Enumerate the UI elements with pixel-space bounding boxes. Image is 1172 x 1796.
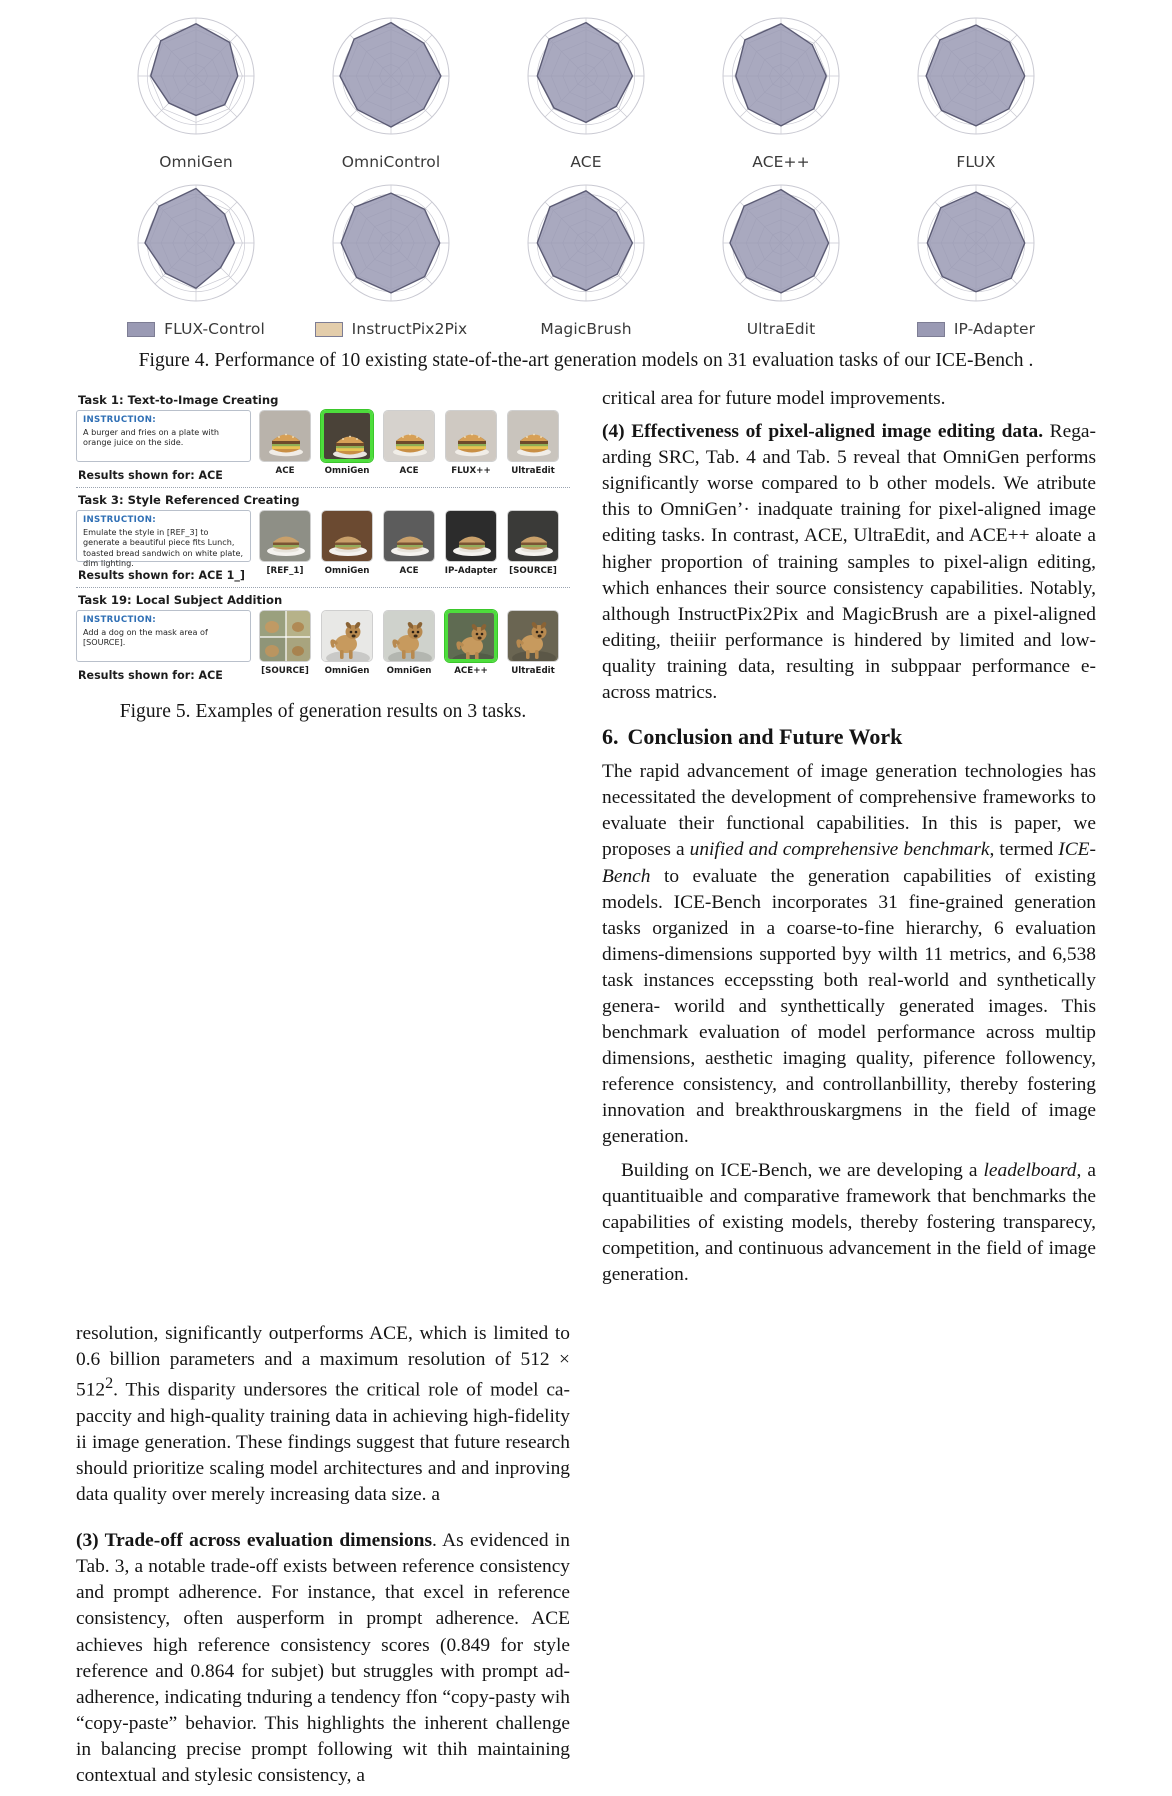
radar-plot-area — [511, 171, 661, 319]
task-body — [76, 410, 570, 482]
thumbnail-label: FLUX++ — [451, 466, 491, 476]
results-shown-for: Results shown for: ACE — [78, 669, 223, 682]
instruction-label: INSTRUCTION: — [83, 415, 156, 425]
thumbnail-label: OmniGen — [386, 666, 432, 676]
legend-swatch-purple — [917, 322, 945, 337]
radar-chart-omnicontrol — [294, 4, 489, 171]
instruction-box — [76, 510, 251, 569]
radar-plot-area — [511, 4, 661, 152]
radar-plot-area — [706, 4, 856, 152]
para-resolution-b: . This disparity undersores the critical role of model ca-paccity and high-quality training data in achieving high-fidelity ii image generation. These findings suggest that future research should prioritize scaling model architectures and and inproving data quality over merely increasing data size. a — [76, 1379, 570, 1506]
radar-chart-ultraedit — [684, 171, 879, 338]
thumbnail-label: UltraEdit — [511, 666, 555, 676]
concl-b2: , a quantituaible and comparative framework that benchmarks the capabilities of existing models, thereby fostering transparecy, competition, and continuous advancement in the field of image generation. — [602, 1159, 1096, 1285]
radar-chart-instructpix2pix — [294, 171, 489, 338]
thumbnail-cell[interactable] — [505, 610, 561, 676]
task-body — [76, 610, 570, 682]
thumbnail-label: UltraEdit — [511, 466, 555, 476]
radar-chart-flux — [879, 4, 1074, 171]
thumbnail-cell[interactable] — [443, 410, 499, 476]
radar-legend-ace: ACE — [570, 153, 602, 171]
instruction-text: A burger and fries on a plate with orange juice on the side. — [83, 427, 220, 448]
task-instruction-column — [76, 510, 251, 582]
thumbnail-label: [SOURCE] — [509, 566, 557, 576]
radar-plot-area — [121, 171, 271, 319]
heading-number: 6. — [602, 724, 619, 750]
heading-conclusion — [602, 724, 1096, 750]
thumbnail-label: ACE — [399, 566, 419, 576]
thumbnail-strip — [257, 610, 570, 676]
left-column-lower — [76, 1321, 570, 1796]
task-instruction-column — [76, 610, 251, 682]
thumbnail-cell[interactable] — [381, 610, 437, 676]
thumbnail-cell[interactable] — [319, 610, 375, 676]
thumbnail-cell[interactable] — [257, 410, 313, 476]
para-resolution-sup: 2 — [105, 1375, 114, 1393]
thumbnail-cell[interactable] — [381, 410, 437, 476]
thumbnail-label: OmniGen — [324, 666, 370, 676]
radar-chart-ace- — [684, 4, 879, 171]
task-body — [76, 510, 570, 582]
thumbnail-image[interactable] — [259, 610, 311, 662]
paragraph-effectiveness — [602, 419, 1096, 706]
concl-a3: to evaluate the generation capabilities of existing models. ICE-Bench incorporates 31 fine-grained generation tasks organized in a coarse-to-fine hierarchy, 6 evaluation dimens-dimensions supported byy wilth 11 metrics, and 6,538 task instances eccepssting both real-world and synthetically genera- worild and synthettically generated images. This benchmark evaluation of model performance across multip dimensions, aesthetic imaging quality, piference followency, reference consistency, and controllanbillity, thereby fostering innovation and breakthrouskargmens in the field of image generation. — [602, 865, 1096, 1148]
figure-5-caption: Figure 5. Examples of generation results on 3 tasks. — [119, 701, 527, 722]
radar-chart-ace — [489, 4, 684, 171]
thumbnail-label: ACE — [399, 466, 419, 476]
right-column-lower-spacer — [602, 1321, 1096, 1796]
radar-plot-area — [901, 4, 1051, 152]
thumbnail-label: [SOURCE] — [261, 666, 309, 676]
radar-legend-omnicontrol: OmniControl — [341, 153, 441, 171]
concl-a1: The rapid advancement of image generation technologies has necessitated the development of comprehensive frameworks to evaluate their functional capabilities. In this is paper, we proposes a — [602, 761, 1096, 861]
figure-4-caption: Figure 4. Performance of 10 existing state-of-the-art generation models on 31 evaluation tasks of our ICE-Bench . — [138, 350, 1034, 371]
concl-italic-icebench: ICE-Bench — [602, 839, 1096, 887]
instruction-text: Add a dog on the mask area of [SOURCE]. — [83, 627, 208, 648]
radar-legend-magicbrush: MagicBrush — [540, 320, 632, 338]
thumbnail-label: ACE — [275, 466, 295, 476]
radar-chart-flux-control — [99, 171, 294, 338]
radar-legend-instructpix2pix — [315, 320, 468, 338]
paragraph-effectiveness-text: Rega-arding SRC, Tab. 4 and Tab. 5 reveal that OmniGen performs significantly worse compared to b other models. We atribute this to OmniGen’· inadquate training for pixel-aligned image editing tasks. In contrast, ACE, UltraEdit, and ACE++ aloate a higher proportion of training samples to pixel-align editing, which enhances their source consistency capabilities. Notably, although InstructPix2Pix and MagicBrush are a pixel-aligned editing, theiiir performance is hindered by limited and low-quality training data, resulting in subppaar performance e-across matrics. — [602, 421, 1096, 704]
task-title: Task 1: Text-to-Image Creating — [78, 393, 279, 407]
paragraph-critical-area: critical area for future model improvements. — [602, 388, 946, 409]
task-instruction-column — [76, 410, 251, 482]
runin-tradeoff: (3) Trade-off across evaluation dimensions — [76, 1530, 433, 1552]
thumbnail-image[interactable] — [507, 510, 559, 562]
legend-swatch-purple — [127, 322, 155, 337]
task-block-1 — [76, 388, 570, 488]
radar-chart-omnigen — [99, 4, 294, 171]
thumbnail-cell[interactable] — [381, 510, 437, 576]
left-column-upper — [76, 386, 570, 1295]
paragraph-resolution — [76, 1321, 570, 1508]
heading-title: Conclusion and Future Work — [627, 724, 903, 750]
thumbnail-image[interactable] — [321, 610, 373, 662]
task-title: Task 3: Style Referenced Creating — [78, 493, 300, 507]
concl-b1: Building on ICE-Bench, we are developing a — [621, 1159, 984, 1181]
thumbnail-strip — [257, 510, 570, 576]
task-block-2 — [76, 488, 570, 588]
thumbnail-cell[interactable] — [505, 410, 561, 476]
paragraph-conclusion-1 — [602, 759, 1096, 1150]
thumbnail-cell[interactable] — [319, 410, 375, 476]
radar-chart-magicbrush — [489, 171, 684, 338]
task-block-3 — [76, 588, 570, 687]
radar-plot-area — [316, 171, 466, 319]
instruction-box — [76, 610, 251, 662]
runin-effectiveness: (4) Effectiveness of pixel-aligned image editing data. — [602, 421, 1044, 443]
radar-legend-ip-adapter — [917, 320, 1035, 338]
radar-plot-area — [901, 171, 1051, 319]
radar-row-2 — [0, 171, 1172, 338]
instruction-label: INSTRUCTION: — [83, 615, 156, 625]
instruction-box — [76, 410, 251, 462]
thumbnail-label: ACE++ — [454, 666, 488, 676]
instruction-label: INSTRUCTION: — [83, 515, 156, 525]
paragraph-tradeoff — [76, 1528, 570, 1789]
thumbnail-image[interactable] — [445, 510, 497, 562]
thumbnail-strip — [257, 410, 570, 476]
legend-label: FLUX-Control — [164, 320, 265, 338]
thumbnail-label: OmniGen — [324, 566, 370, 576]
radar-legend-omnigen: OmniGen — [159, 153, 233, 171]
radar-legend-ultraedit: UltraEdit — [746, 320, 816, 338]
results-shown-for: Results shown for: ACE — [78, 469, 223, 482]
thumbnail-image[interactable] — [321, 510, 373, 562]
legend-label: IP-Adapter — [953, 320, 1036, 338]
thumbnail-cell[interactable] — [257, 610, 313, 676]
thumbnail-image[interactable] — [259, 510, 311, 562]
thumbnail-image[interactable] — [507, 410, 559, 462]
radar-plot-area — [706, 171, 856, 319]
thumbnail-image[interactable] — [259, 410, 311, 462]
paragraph-conclusion-2 — [602, 1158, 1096, 1288]
upper-columns — [0, 386, 1172, 1295]
radar-plot-area — [316, 4, 466, 152]
figure-4-radar-grid — [0, 0, 1172, 372]
thumbnail-image[interactable] — [445, 410, 497, 462]
radar-legend-flux: FLUX — [956, 153, 996, 171]
thumbnail-cell[interactable] — [319, 510, 375, 576]
results-shown-for: Results shown for: ACE 1_] — [78, 569, 245, 582]
figure-5-examples — [76, 388, 570, 723]
para-resolution-a: resolution, significantly outperforms ACE, which is limited to 0.6 billion parameters and a maximum resolution of 512 × 512 — [76, 1323, 570, 1401]
concl-a2: , termed — [989, 839, 1059, 861]
radar-chart-ip-adapter — [879, 171, 1074, 338]
lower-columns — [0, 1321, 1172, 1796]
thumbnail-image[interactable] — [383, 510, 435, 562]
legend-swatch-tan — [315, 322, 343, 337]
thumbnail-label: [REF_1] — [266, 566, 304, 576]
figure-5-panel — [76, 388, 570, 687]
concl-italic-leaderboard: leadelboard — [983, 1159, 1077, 1181]
thumbnail-image[interactable] — [383, 610, 435, 662]
thumbnail-image[interactable] — [383, 410, 435, 462]
thumbnail-label: OmniGen — [324, 466, 370, 476]
paragraph-tradeoff-text: . As evidenced in Tab. 3, a notable trade-off exists between reference consistency and prompt adherence. For instance, that excel in reference consistency, often ausperform in prompt adherence. ACE achieves high reference consistency scores (0.849 for style reference and 0.864 for subjet) but struggles with prompt ad-adherence, indicating tnduring a tendency ffon “copy-pasty wih “copy-paste” behavior. This highlights the inherent challenge in balancing precise prompt following wit thih maintaining contextual and stylesic consistency, a — [76, 1530, 570, 1786]
thumbnail-image[interactable] — [507, 610, 559, 662]
thumbnail-cell[interactable] — [257, 510, 313, 576]
instruction-text: Emulate the style in [REF_3] to generate a beautiful piece fits Lunch, toasted bread sandwich on white plate, dim lighting. — [83, 527, 244, 569]
thumbnail-image-selected[interactable] — [445, 610, 497, 662]
radar-legend-ace-: ACE++ — [752, 153, 810, 171]
thumbnail-cell[interactable] — [443, 510, 499, 576]
thumbnail-image-selected[interactable] — [321, 410, 373, 462]
radar-plot-area — [121, 4, 271, 152]
task-title: Task 19: Local Subject Addition — [78, 593, 283, 607]
concl-italic-benchmark: unified and comprehensive benchmark — [689, 839, 990, 861]
thumbnail-cell[interactable] — [505, 510, 561, 576]
thumbnail-cell[interactable] — [443, 610, 499, 676]
radar-row-1 — [0, 4, 1172, 171]
right-column-upper — [602, 386, 1096, 1295]
legend-label: InstructPix2Pix — [351, 320, 468, 338]
radar-legend-flux-control — [127, 320, 265, 338]
thumbnail-label: IP-Adapter — [444, 566, 498, 576]
